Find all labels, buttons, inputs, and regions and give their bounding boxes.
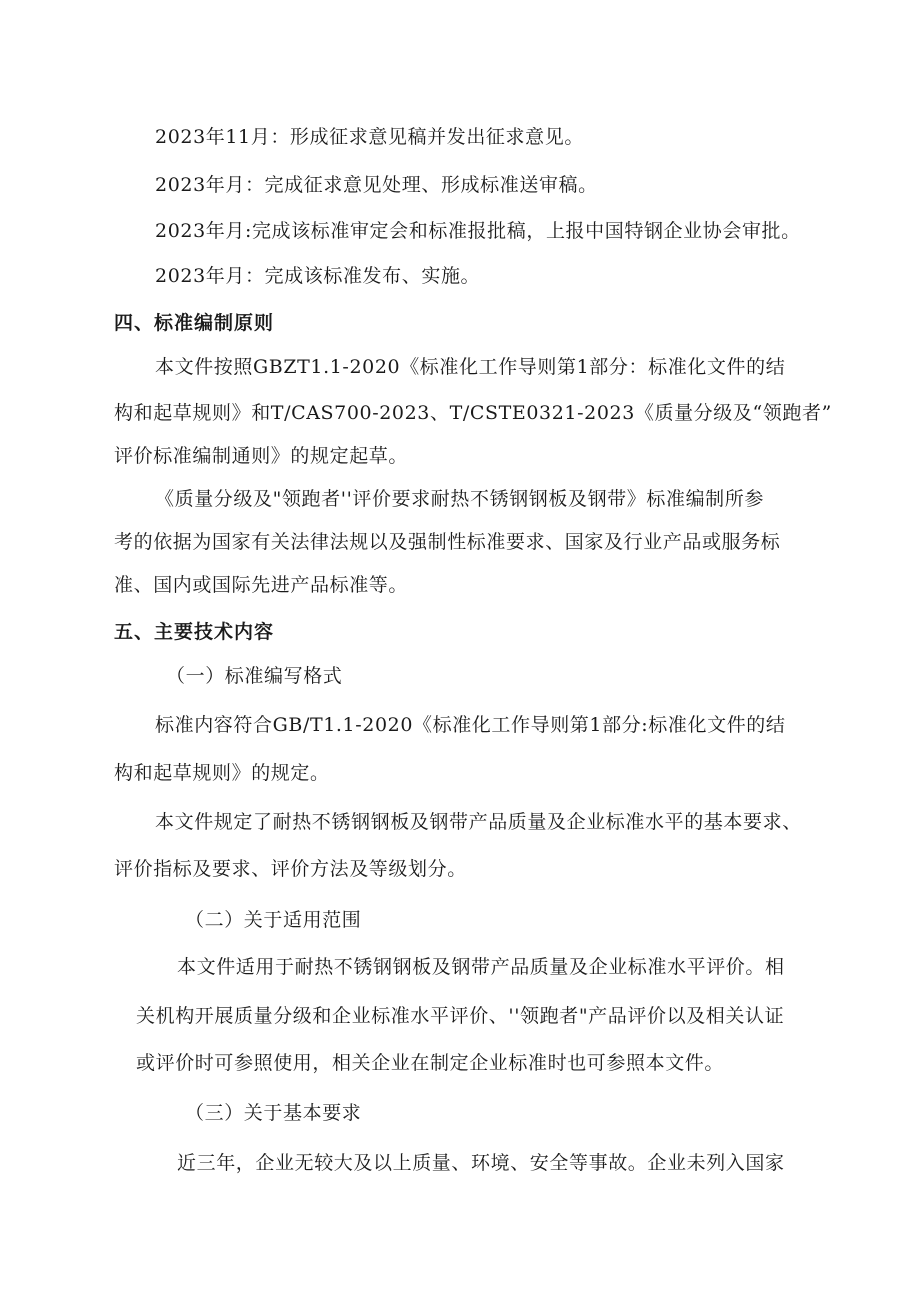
subsection-1-p2-line-2: 评价指标及要求、评价方法及等级划分。 [114, 858, 467, 880]
section-4-p1-line-2: 构和起草规则》和T/CAS700-2023、T/CSTE0321-2023《质量分级及“领跑者” [114, 402, 832, 424]
subsection-1-p1-line-2: 构和起草规则》的规定。 [114, 762, 330, 784]
schedule-line-2: 2023年月：完成征求意见处理、形成标准送审稿。 [155, 174, 598, 196]
section-4-p1-line-1: 本文件按照GBZT1.1-2020《标准化工作导则第1部分：标准化文件的结 [155, 356, 786, 378]
subsection-1-p1-line-1: 标准内容符合GB/T1.1-2020《标准化工作导则第1部分:标准化文件的结 [155, 714, 786, 736]
schedule-line-3: 2023年月:完成该标准审定会和标准报批稿，上报中国特钢企业协会审批。 [155, 220, 801, 242]
section-4-p2-line-3: 准、国内或国际先进产品标准等。 [114, 574, 409, 596]
subsection-2-p1-line-3: 或评价时可参照使用，相关企业在制定企业标准时也可参照本文件。 [136, 1052, 725, 1074]
section-5-heading: 五、主要技术内容 [114, 621, 275, 643]
schedule-line-1: 2023年11月：形成征求意见稿并发出征求意见。 [155, 126, 584, 148]
subsection-1-p2-line-1: 本文件规定了耐热不锈钢钢板及钢带产品质量及企业标准水平的基本要求、 [155, 811, 802, 833]
subsection-2-title: （二）关于适用范围 [185, 909, 362, 931]
section-4-p1-line-3: 评价标准编制通则》的规定起草。 [114, 445, 409, 467]
subsection-2-p1-line-1: 本文件适用于耐热不锈钢钢板及钢带产品质量及企业标准水平评价。相 [177, 956, 785, 978]
subsection-2-p1-line-2: 关机构开展质量分级和企业标准水平评价、''领跑者"产品评价以及相关认证 [136, 1005, 785, 1027]
schedule-line-4: 2023年月：完成该标准发布、实施。 [155, 265, 481, 287]
section-4-p2-line-2: 考的依据为国家有关法律法规以及强制性标准要求、国家及行业产品或服务标 [114, 531, 781, 553]
section-4-p2-line-1: 《质量分级及"领跑者''评价要求耐热不锈钢钢板及钢带》标准编制所参 [155, 488, 764, 510]
subsection-3-p1-line-1: 近三年，企业无较大及以上质量、环境、安全等事故。企业未列入国家 [177, 1152, 785, 1174]
subsection-3-title: （三）关于基本要求 [185, 1102, 362, 1124]
section-4-heading: 四、标准编制原则 [114, 312, 275, 334]
subsection-1-title: （一）标准编写格式 [166, 665, 343, 687]
